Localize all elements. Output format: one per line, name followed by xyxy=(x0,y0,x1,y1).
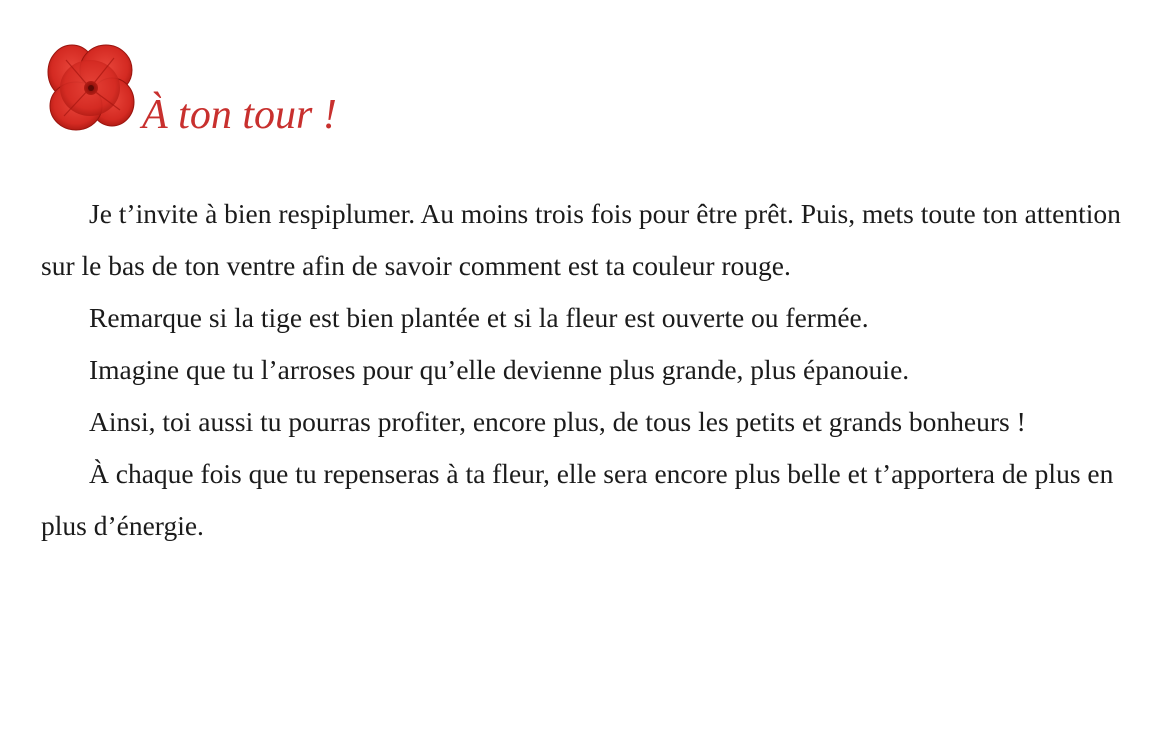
paragraph: À chaque fois que tu repenseras à ta fleur, elle sera encore plus belle et t’apportera de plus en plus d’énergie. xyxy=(41,458,1114,541)
paragraph: Remarque si la tige est bien plantée et si la fleur est ouverte ou fermée. xyxy=(89,302,869,333)
body-text xyxy=(41,188,1126,552)
paragraph: Je t’invite à bien respiplumer. Au moins trois fois pour être prêt. Puis, mets toute ton attention sur le bas de ton ventre afin de savoir comment est ta couleur rouge. xyxy=(41,198,1121,281)
red-flower-icon xyxy=(44,38,136,134)
paragraph: Ainsi, toi aussi tu pourras profiter, encore plus, de tous les petits et grands bonheurs ! xyxy=(89,406,1026,437)
section-header xyxy=(44,38,644,148)
page-title: À ton tour ! xyxy=(142,92,337,138)
paragraph: Imagine que tu l’arroses pour qu’elle devienne plus grande, plus épanouie. xyxy=(89,354,910,385)
